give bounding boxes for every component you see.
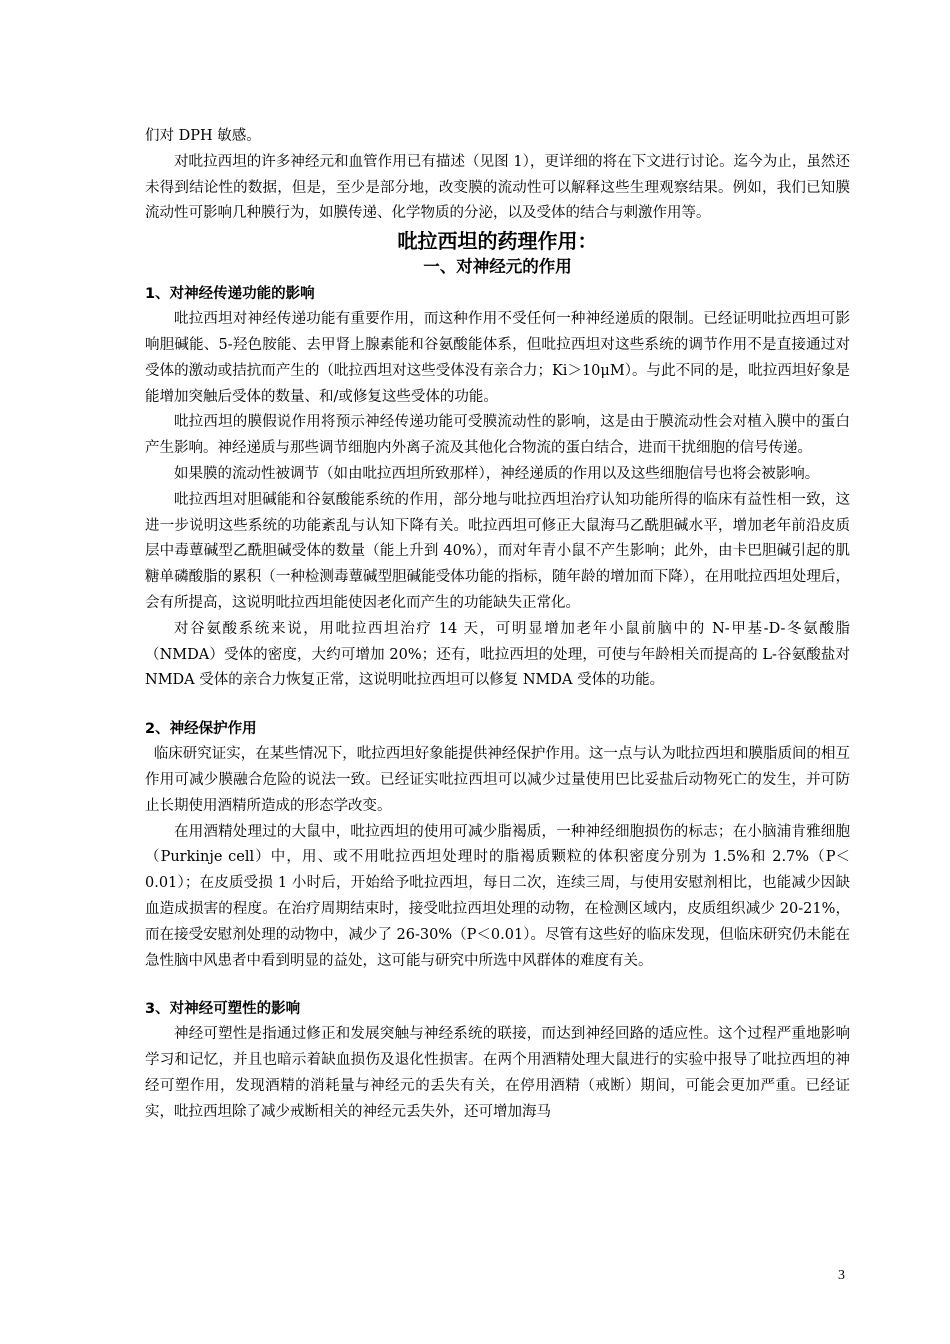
section-2-paragraph: 临床研究证实，在某些情况下，吡拉西坦好象能提供神经保护作用。这一点与认为吡拉西坦和膜脂质间的相互作用可减少膜融合危险的说法一致。已经证实吡拉西坦可以减少过量使用巴比妥盐后动物死亡的发生，并可防止长期使用酒精所造成的形态学改变。 — [145, 746, 850, 814]
section-1-paragraph: 吡拉西坦的膜假说作用将预示神经传递功能可受膜流动性的影响，这是由于膜流动性会对植入膜中的蛋白产生影响。神经递质与那些调节细胞内外离子流及其他化合物流的蛋白结合，进而干扰细胞的信号传递。 — [145, 414, 850, 457]
section-2-heading: 2、神经保护作用 — [145, 721, 257, 738]
page-title: 吡拉西坦的药理作用： — [397, 229, 598, 254]
section-1-paragraph: 如果膜的流动性被调节（如由吡拉西坦所致那样），神经递质的作用以及这些细胞信号也将会被影响。 — [174, 465, 820, 482]
section-spacer — [145, 694, 850, 716]
section-3-heading: 3、对神经可塑性的影响 — [145, 1001, 301, 1018]
chapter-subtitle: 一、对神经元的作用 — [423, 257, 572, 277]
section-spacer — [145, 974, 850, 996]
intro-paragraph: 对吡拉西坦的许多神经元和血管作用已有描述（见图 1），更详细的将在下文进行讨论。迄今为止，虽然还未得到结论性的数据，但是，至少是部分地，改变膜的流动性可以解释这些生理观察结果。例如，我们已知膜流动性可影响几种膜行为，如膜传递、化学物质的分泌，以及受体的结合与刺激作用等。 — [145, 153, 850, 222]
section-1-paragraph: 吡拉西坦对神经传递功能有重要作用，而这种作用不受任何一种神经递质的限制。已经证明吡拉西坦可影响胆碱能、5-羟色胺能、去甲肾上腺素能和谷氨酸能体系，但吡拉西坦对这些系统的调节作用不是直接通过对受体的激动或拮抗而产生的（吡拉西坦对这些受体没有亲合力；Ki＞10μM）。与此不同的是，吡拉西坦好象是能增加突触后受体的数量、和/或修复这些受体的功能。 — [145, 311, 850, 405]
intro-continuation: 们对 DPH 敏感。 — [145, 128, 261, 144]
section-1-paragraph: 对谷氨酸系统来说，用吡拉西坦治疗 14 天，可明显增加老年小鼠前脑中的 N-甲基-D-冬氨酸脂（NMDA）受体的密度，大约可增加 20%；还有，吡拉西坦的处理，可使与年龄相关而提高的 L-谷氨酸盐对 NMDA 受体的亲合力恢复正常，这说明吡拉西坦可以修复 NMDA 受体的功能。 — [145, 620, 850, 689]
section-2-paragraph: 在用酒精处理过的大鼠中，吡拉西坦的使用可减少脂褐质，一种神经细胞损伤的标志；在小脑浦肯雅细胞（Purkinje cell）中，用、或不用吡拉西坦处理时的脂褐质颗粒的体积密度分别为 1.5%和 2.7%（P＜0.01）；在皮质受损 1 小时后，开始给予吡拉西坦，每日二次，连续三周，与使用安慰剂相比，也能减少因缺血造成损害的程度。在治疗周期结束时，接受吡拉西坦处理的动物，在检测区域内，皮质组织减少 20-21%，而在接受安慰剂处理的动物中，减少了 26-30%（P＜0.01）。尽管有这些好的临床发现，但临床研究仍未能在急性脑中风患者中看到明显的益处，这可能与研究中所选中风群体的难度有关。 — [145, 823, 850, 969]
section-3-paragraph: 神经可塑性是指通过修正和发展突触与神经系统的联接，而达到神经回路的适应性。这个过程严重地影响学习和记忆，并且也暗示着缺血损伤及退化性损害。在两个用酒精处理大鼠进行的实验中报导了吡拉西坦的神经可塑作用，发现酒精的消耗量与神经元的丢失有关，在停用酒精（戒断）期间，可能会更加严重。已经证实，吡拉西坦除了减少戒断相关的神经元丢失外，还可增加海马 — [145, 1026, 850, 1120]
page-number: 3 — [838, 1268, 845, 1283]
section-1-heading: 1、对神经传递功能的影响 — [145, 286, 315, 303]
page-content — [145, 124, 850, 1126]
section-1-paragraph: 吡拉西坦对胆碱能和谷氨酸能系统的作用，部分地与吡拉西坦治疗认知功能所得的临床有益性相一致，这进一步说明这些系统的功能紊乱与认知下降有关。吡拉西坦可修正大鼠海马乙酰胆碱水平，增加老年前沿皮质层中毒蕈碱型乙酰胆碱受体的数量（能上升到 40%），而对年青小鼠不产生影响；此外，由卡巴胆碱引起的肌糖单磷酸脂的累积（一种检测毒蕈碱型胆碱能受体功能的指标，随年龄的增加而下降），在用吡拉西坦处理后，会有所提高，这说明吡拉西坦能使因老化而产生的功能缺失正常化。 — [145, 491, 850, 611]
